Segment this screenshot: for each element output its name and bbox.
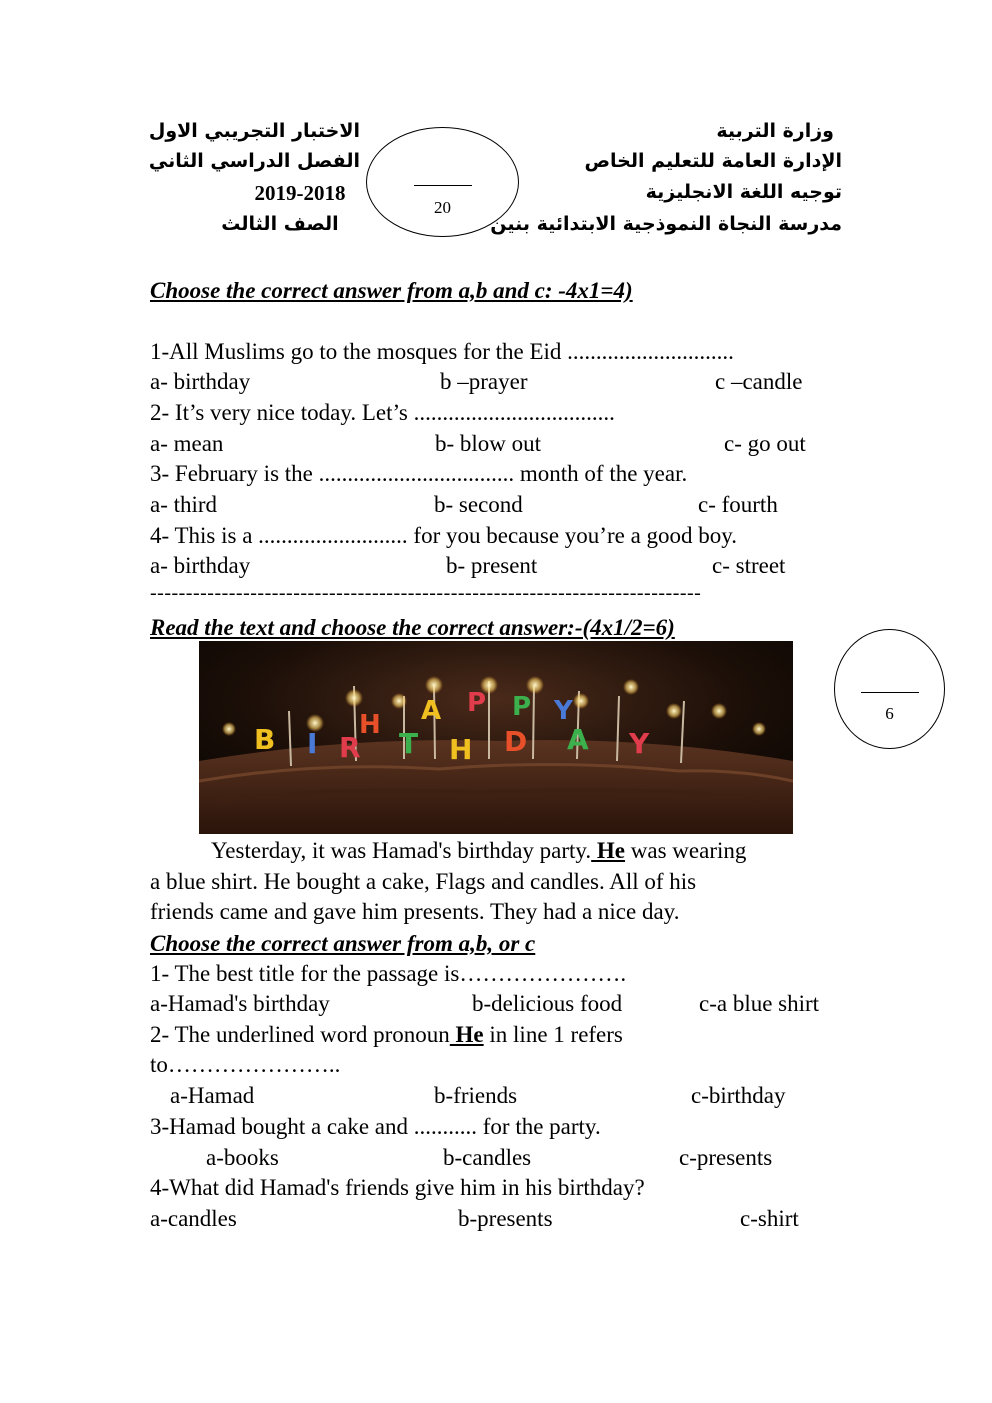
passage-text-1a: Yesterday, it was Hamad's birthday party. xyxy=(211,838,592,863)
passage-line-2: a blue shirt. He bought a cake, Flags and candles. All of his xyxy=(150,869,697,894)
school-name-line: مدرسة النجاة النموذجية الابتدائية بنين xyxy=(490,213,842,235)
q3-option-c: c- fourth xyxy=(698,492,778,517)
candle-letter-a2: A xyxy=(567,723,589,756)
grade-line: الصف الثالث xyxy=(221,213,339,235)
rq2-text-post: in line 1 refers xyxy=(483,1022,623,1047)
birthday-cake-image xyxy=(199,641,793,834)
section-divider: ----------------------------------------------------------------------------- xyxy=(150,582,702,604)
rq3-text: 3-Hamad bought a cake and ........... for the party. xyxy=(150,1114,601,1139)
section2-score-label: 6 xyxy=(885,704,894,723)
q4-option-b: b- present xyxy=(446,553,538,578)
passage-text-1b: was wearing xyxy=(625,838,747,863)
birthday-cake-illustration xyxy=(199,641,793,834)
rq3-option-b: b-candles xyxy=(443,1145,532,1170)
total-score-label: 20 xyxy=(434,198,451,217)
q2-option-a: a- mean xyxy=(150,431,224,456)
rq4-option-a: a-candles xyxy=(150,1206,237,1231)
section2-heading: Read the text and choose the correct answer:-(4x1/2=6) xyxy=(150,615,675,640)
score-blank-line xyxy=(861,692,919,693)
rq2-option-c: c-birthday xyxy=(691,1083,786,1108)
candle-letter-h: H xyxy=(359,710,381,740)
candle-letter-p2: P xyxy=(512,692,532,722)
candle-letter-b: B xyxy=(254,723,276,756)
candle-letter-y1: Y xyxy=(554,696,573,726)
rq4-option-c: c-shirt xyxy=(740,1206,799,1231)
q3-text: 3- February is the .................................. month of the year. xyxy=(150,461,688,486)
semester-line: الفصل الدراسي الثاني xyxy=(148,150,360,172)
q4-text: 4- This is a .......................... for you because you’re a good boy. xyxy=(150,523,738,548)
score-blank-line xyxy=(414,185,472,186)
ministry-line: وزارة التربية xyxy=(716,120,834,142)
rq2-text xyxy=(150,1023,623,1046)
q1-text: 1-All Muslims go to the mosques for the Eid ............................. xyxy=(150,339,734,364)
q3-option-a: a- third xyxy=(150,492,218,517)
q3-option-b: b- second xyxy=(434,492,523,517)
supervision-line: توجيه اللغة الانجليزية xyxy=(645,181,842,203)
candle-letter-y2: Y xyxy=(629,727,650,760)
candle-letter-r: R xyxy=(339,731,361,764)
q2-text: 2- It’s very nice today. Let’s ................................... xyxy=(150,400,615,425)
q1-option-b: b –prayer xyxy=(440,369,528,394)
rq4-option-b: b-presents xyxy=(458,1206,553,1231)
section2-subheading: Choose the correct answer from a,b, or c xyxy=(150,931,536,956)
candle-letter-t: T xyxy=(399,727,419,760)
passage-line-1 xyxy=(211,839,746,862)
rq1-option-b: b-delicious food xyxy=(472,991,623,1016)
rq2-text-pre: 2- The underlined word pronoun xyxy=(150,1022,450,1047)
q4-option-a: a- birthday xyxy=(150,553,251,578)
section1-heading: Choose the correct answer from a,b and c: -4x1=4) xyxy=(150,278,633,303)
rq4-text: 4-What did Hamad's friends give him in his birthday? xyxy=(150,1175,645,1200)
rq2-option-b: b-friends xyxy=(434,1083,518,1108)
section2-score-oval xyxy=(834,629,945,749)
candle-letter-h2: H xyxy=(449,733,473,766)
passage-line-3: friends came and gave him presents. They had a nice day. xyxy=(150,899,680,924)
department-line: الإدارة العامة للتعليم الخاص xyxy=(584,150,842,172)
candle-letter-a: A xyxy=(421,696,442,726)
total-score-oval xyxy=(366,127,519,237)
q4-option-c: c- street xyxy=(712,553,786,578)
rq1-option-a: a-Hamad's birthday xyxy=(150,991,330,1016)
candle-letter-p1: P xyxy=(467,688,487,718)
exam-title: الاختبار التجريبي الاول xyxy=(148,120,360,142)
rq3-option-a: a-books xyxy=(206,1145,279,1170)
candle-letter-i: I xyxy=(307,727,318,760)
passage-pronoun-he: He xyxy=(591,838,626,863)
rq1-text: 1- The best title for the passage is…………………. xyxy=(150,961,627,986)
rq2-text-continued: to………………….. xyxy=(150,1052,341,1077)
school-year: 2019-2018 xyxy=(254,181,346,205)
rq1-option-c: c-a blue shirt xyxy=(699,991,820,1016)
rq3-option-c: c-presents xyxy=(679,1145,773,1170)
q1-option-c: c –candle xyxy=(715,369,803,394)
q1-option-a: a- birthday xyxy=(150,369,251,394)
candle-letter-d: D xyxy=(504,725,528,758)
q2-option-b: b- blow out xyxy=(435,431,542,456)
q2-option-c: c- go out xyxy=(724,431,806,456)
rq2-option-a: a-Hamad xyxy=(170,1083,255,1108)
rq2-pronoun-he: He xyxy=(449,1022,484,1047)
